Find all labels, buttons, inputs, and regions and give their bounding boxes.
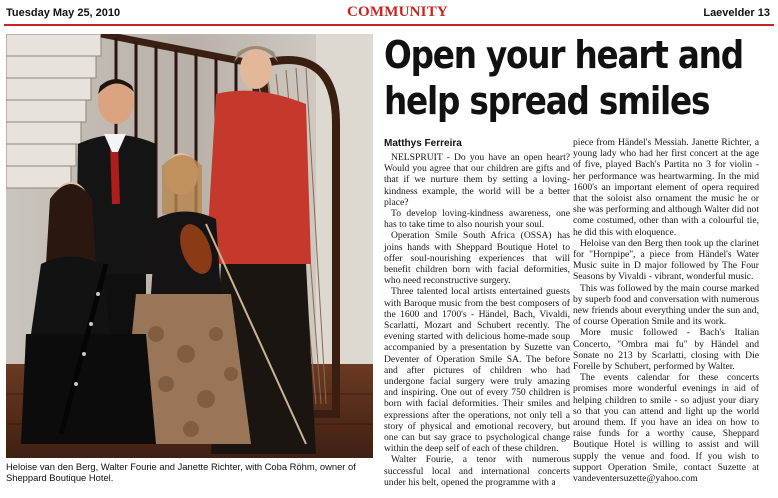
issue-date: Tuesday May 25, 2010 [6, 7, 121, 19]
header-rule [4, 24, 774, 26]
page-header [4, 4, 774, 24]
article-paragraph: Heloise van den Berg then took up the clarinet for "Hornpipe", a piece from Händel's Water Music suite in D major followed by The Four Seasons by Vivaldi - vibrant, wonderful music. [573, 237, 759, 283]
article-paragraph: Walter Fourie, a tenor with numerous successful local and international concerts under his belt, opened the programme with a [384, 454, 570, 488]
article-byline: Matthys Ferreira [384, 138, 462, 149]
article-column-left [384, 152, 570, 488]
article-paragraph: The events calendar for these concerts promises more wonderful evenings in aid of helping children to smile - so adjust your diary so that you can attend and light up the world around them. If you have an idea on how to raise funds for a worthy cause, Sheppard Boutique Hotel is willing to assist and will supply the venue and food. If you wish to support Operation Smile, contact Suzette at vandeventersuzette@yahoo.com [573, 372, 759, 485]
photo-illustration [6, 34, 373, 458]
article-paragraph: NELSPRUIT - Do you have an open heart? Would you agree that our children are gifts and that if we nurture them by setting a loving-kindness example, the world will be a better place? [384, 152, 570, 208]
article-column-right [573, 137, 759, 484]
article-paragraph: piece from Händel's Messiah. Janette Richter, a young lady who had her first concert at the age of five, played Bach's Partita no 3 for violin - her performance was heartwarming. In the mid 1600's an important element of opera required that the soloist also ornament the music he or she was performing and although Walter did not come costumed, other than with a colourful tie, he did this with eloquence. [573, 137, 759, 238]
article-paragraph: More music followed - Bach's Italian Concerto, "Ombra mai fu" by Händel and Sonate no 213 by Scarlatti, closing with Die Forelle by Schubert, performed by Walter. [573, 327, 759, 373]
article-paragraph: Operation Smile South Africa (OSSA) has joins hands with Sheppard Boutique Hotel to offer soul-nourishing experiences that will benefit children born with facial deformities, who need reconstructive surgery. [384, 230, 570, 287]
headline-line-2: help spread smiles [384, 79, 710, 123]
page-number: Laevelder 13 [703, 7, 770, 19]
article-paragraph: To develop loving-kindness awareness, one has to take time to also nourish your soul. [384, 208, 570, 231]
headline-line-1: Open your heart and [384, 33, 743, 77]
article-paragraph: Three talented local artists entertained guests with Baroque music from the best composers of the 1600 and 1700's - Händel, Bach, Vivaldi, Scarlatti, Mozart and Schubert recently. The evening started with delicious home-made soup accompanied by a presentation by Suzette van Deventer of Operation Smile SA. The before and after pictures of children who had undergone facial surgery were truly amazing and inspiring. One out of every 750 children is born with facial deformities. Their smiles and expressions after the operations, not only tell a story of physical and emotional recovery, but one can but say grace to psychological change within the deep self of each of these children. [384, 286, 570, 455]
article-photo [6, 34, 373, 458]
article-paragraph: This was followed by the main course marked by superb food and conversation with numerous new friends about everything under the sun and, of course Operation Smile and its work. [573, 282, 759, 328]
article-headline [384, 32, 743, 124]
photo-caption: Heloise van den Berg, Walter Fourie and Janette Richter, with Coba Röhm, owner of Sheppard Boutique Hotel. [6, 461, 356, 483]
section-title: COMMUNITY [347, 4, 448, 20]
